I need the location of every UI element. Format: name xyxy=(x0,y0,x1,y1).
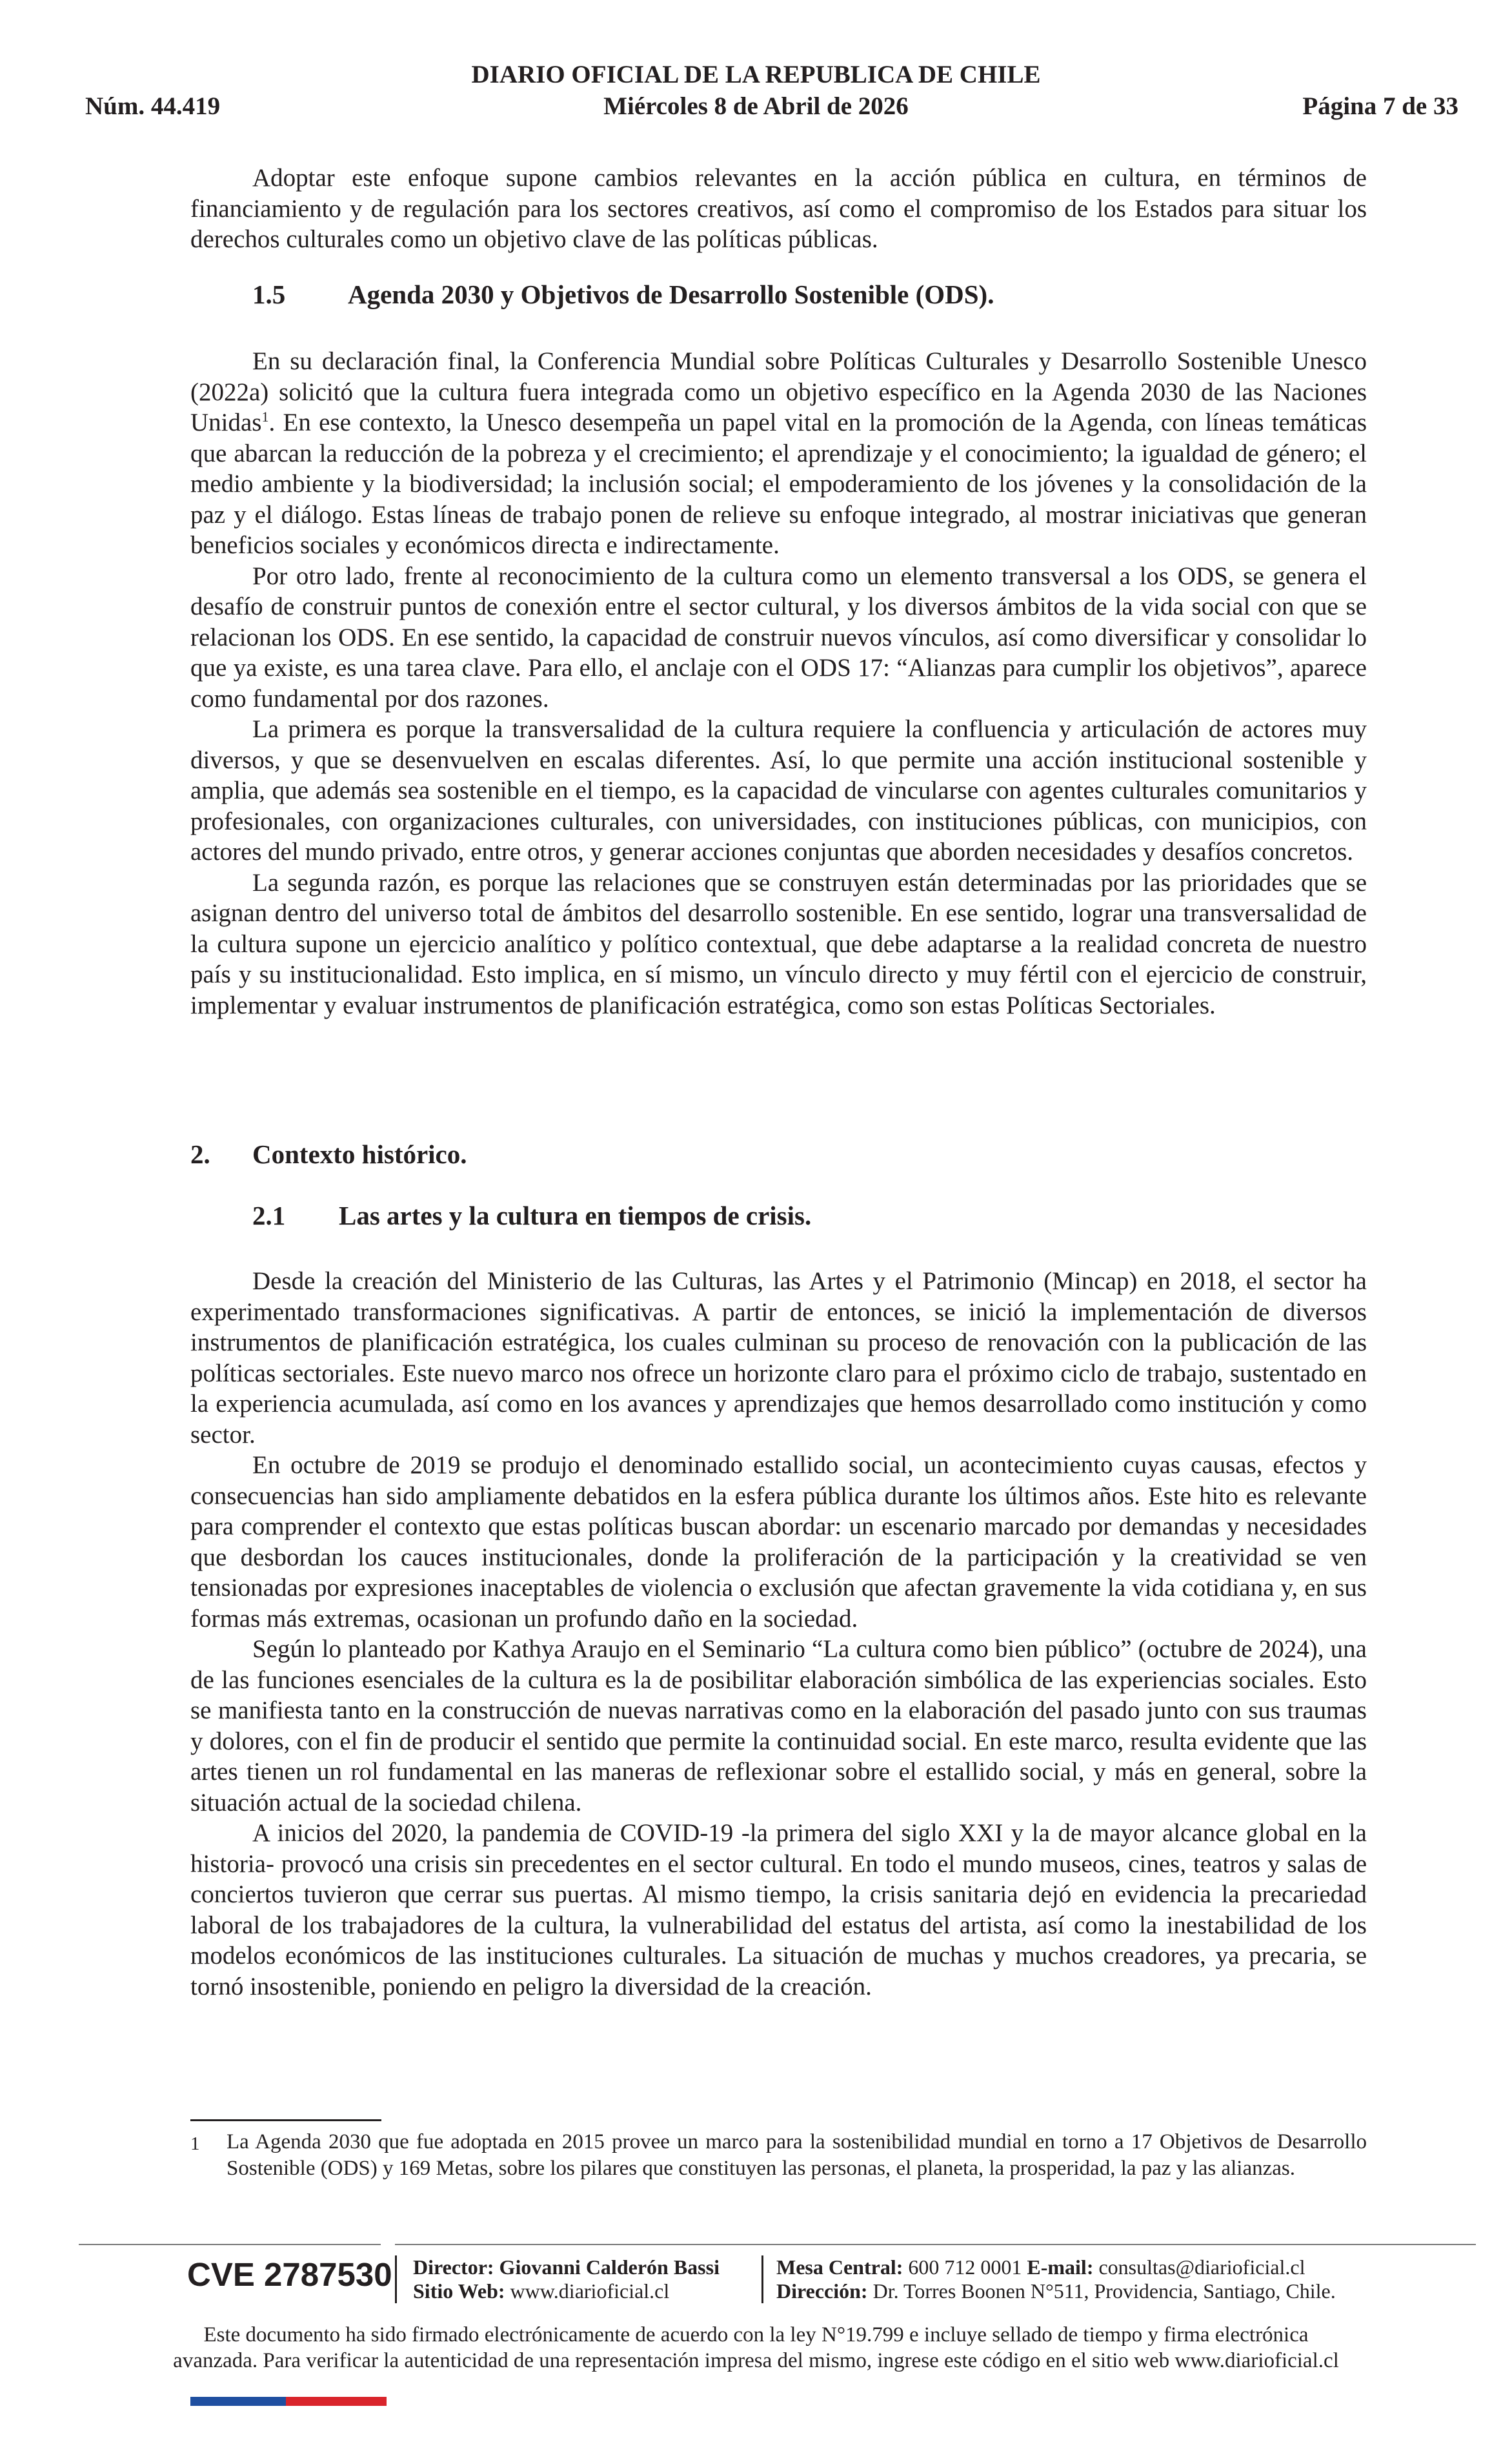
heading-number: 1.5 xyxy=(252,280,286,309)
paragraph: A inicios del 2020, la pandemia de COVID-19 -la primera del siglo XXI y la de mayor alcance global en la historia- provocó una crisis sin precedentes en el sector cultural. En todo el mundo museos, cines, teatros y salas de conciertos tuvieron que cerrar sus puertas. Al mismo tiempo, la crisis sanitaria dejó en evidencia la precariedad laboral de los trabajadores de la cultura, la vulnerabilidad del estatus del artista, así como la inestabilidad de los modelos económicos de las instituciones culturales. La situación de muchas y muchos creadores, ya precaria, se tornó insostenible, poniendo en peligro la diversidad de la creación. xyxy=(190,1819,1367,2000)
section-1-5-body xyxy=(190,346,1367,1021)
heading-1-5 xyxy=(252,279,994,310)
footer-divider-left xyxy=(79,2244,381,2245)
legal-line: Este documento ha sido firmado electrónicamente de acuerdo con la ley N°19.799 e incluye sellado de tiempo y firma electrónica xyxy=(203,2323,1309,2346)
address: Dr. Torres Boonen N°511, Providencia, Santiago, Chile. xyxy=(872,2279,1336,2303)
paragraph: Según lo planteado por Kathya Araujo en el Seminario “La cultura como bien público” (octubre de 2024), una de las funciones esenciales de la cultura es la de posibilitar elaboración simbólica de las experiencias sociales. Esto se manifiesta tanto en la construcción de nuevas narrativas como en la elaboración del pasado junto con sus traumas y dolores, con el fin de producir el sentido que permite la continuidad social. En este marco, resulta evidente que las artes tienen un rol fundamental en las maneras de reflexionar sobre el estallido social, y más en general, sobre la situación actual de la sociedad chilena. xyxy=(190,1635,1367,1817)
footer-separator xyxy=(761,2255,763,2303)
email-link[interactable]: consultas@diarioficial.cl xyxy=(1098,2255,1305,2279)
footnote-divider xyxy=(190,2119,381,2121)
flag-stripe-red xyxy=(286,2397,387,2406)
footnote-reference: 1 xyxy=(261,409,269,425)
footer-divider-right xyxy=(395,2244,1476,2245)
newspaper-title: DIARIO OFICIAL DE LA REPUBLICA DE CHILE xyxy=(471,61,1041,88)
issue-date: Miércoles 8 de Abril de 2026 xyxy=(603,92,909,120)
intro-paragraph xyxy=(190,163,1367,255)
legal-line: avanzada. Para verificar la autenticidad de una representación impresa del mismo, ingrese este código en el sitio web www.diarioficial.cl xyxy=(173,2349,1339,2372)
footer-director-info: Director: Giovanni Calderón Bassi Sitio Web: www.diarioficial.cl xyxy=(413,2255,720,2303)
paragraph: En su declaración final, la Conferencia Mundial sobre Políticas Culturales y Desarrollo Sostenible Unesco (2022a) solicitó que la cultura fuera integrada como un objetivo específico en la Agenda 2030 de las Naciones Unidas$^1$. En ese contexto, la Unesco desempeña un papel vital en la promoción de la Agenda, con líneas temáticas que abarcan la reducción de la pobreza y el crecimiento; el aprendizaje y el conocimiento; la igualdad de género; el medio ambiente y la biodiversidad; la inclusión social; el empoderamiento de los jóvenes y la consolidación de la paz y el diálogo. Estas líneas de trabajo ponen de relieve su enfoque integrado, al mostrar iniciativas que generan beneficios sociales y económicos directa e indirectamente. xyxy=(190,347,1367,559)
footer-separator xyxy=(395,2255,397,2303)
heading-title: Las artes y la cultura en tiempos de crisis. xyxy=(339,1201,812,1230)
phone-number: 600 712 0001 xyxy=(908,2255,1022,2279)
heading-2-1 xyxy=(252,1200,811,1231)
website-link[interactable]: www.diarioficial.cl xyxy=(510,2279,670,2303)
heading-title: Contexto histórico. xyxy=(252,1139,467,1169)
page-indicator: Página 7 de 33 xyxy=(1302,92,1458,120)
paragraph: Por otro lado, frente al reconocimiento de la cultura como un elemento transversal a los ODS, se genera el desafío de construir puntos de conexión entre el sector cultural, y los diversos ámbitos de la vida social con que se relacionan los ODS. En ese sentido, la capacidad de construir nuevos vínculos, así como diversificar y consolidar lo que ya existe, es una tarea clave. Para ello, el anclaje con el ODS 17: “Alianzas para cumplir los objetivos”, aparece como fundamental por dos razones. xyxy=(190,562,1367,713)
heading-title: Agenda 2030 y Objetivos de Desarrollo Sostenible (ODS). xyxy=(348,280,994,309)
paragraph: La segunda razón, es porque las relaciones que se construyen están determinadas por las prioridades que se asignan dentro del universo total de ámbitos del desarrollo sostenible. En ese sentido, lograr una transversalidad de la cultura supone un ejercicio analítico y político contextual, que debe adaptarse a la realidad concreta de nuestro país y su institucionalidad. Esto implica, en sí mismo, un vínculo directo y muy fértil con el ejercicio de construir, implementar y evaluar instrumentos de planificación estratégica, como son estas Políticas Sectoriales. xyxy=(190,868,1367,1019)
paragraph: Desde la creación del Ministerio de las Culturas, las Artes y el Patrimonio (Mincap) en 2018, el sector ha experimentado transformaciones significativas. A partir de entonces, se inició la implementación de diversos instrumentos de planificación estratégica, los cuales culminan su proceso de renovación con la publicación de las políticas sectoriales. Este nuevo marco nos ofrece un horizonte claro para el próximo ciclo de trabajo, sustentado en la experiencia acumulada, así como en los avances y aprendizajes que hemos desarrollado como institución y como sector. xyxy=(190,1267,1367,1449)
heading-number: 2.1 xyxy=(252,1201,286,1230)
director-name: Giovanni Calderón Bassi xyxy=(499,2255,720,2279)
heading-number: 2. xyxy=(190,1139,210,1169)
footer-contact-info: Mesa Central: 600 712 0001 E-mail: consultas@diarioficial.cl Dirección: Dr. Torres Boonen N°511, Providencia, Santiago, Chile. xyxy=(776,2255,1336,2303)
flag-stripe-blue xyxy=(190,2397,286,2406)
issue-number: Núm. 44.419 xyxy=(85,92,221,120)
legal-notice xyxy=(0,2322,1512,2374)
heading-2 xyxy=(190,1139,467,1170)
footnote-text: La Agenda 2030 que fue adoptada en 2015 provee un marco para la sostenibilidad mundial en torno a 17 Objetivos de Desarrollo Sostenible (ODS) y 169 Metas, sobre los pilares que constituyen las personas, el planeta, la prosperidad, la paz y las alianzas. xyxy=(227,2130,1367,2180)
footnote-mark: 1 xyxy=(190,2133,200,2154)
paragraph: La primera es porque la transversalidad de la cultura requiere la confluencia y articulación de actores muy diversos, y que se desenvuelven en escalas diferentes. Así, lo que permite una acción institucional sostenible y amplia, que además sea sostenible en el tiempo, es la capacidad de vincularse con agentes culturales comunitarios y profesionales, con organizaciones culturales, con universidades, con instituciones públicas, con municipios, con actores del mundo privado, entre otros, y generar acciones conjuntas que aborden necesidades y desafíos concretos. xyxy=(190,715,1367,866)
paragraph: En octubre de 2019 se produjo el denominado estallido social, un acontecimiento cuyas causas, efectos y consecuencias han sido ampliamente debatidos en la esfera pública durante los últimos años. Este hito es relevante para comprender el contexto que estas políticas buscan abordar: un escenario marcado por demandas y necesidades que desbordan los cauces institucionales, donde la proliferación de la participación y la creatividad se ven tensionadas por expresiones inaceptables de violencia o exclusión que afectan gravemente la vida cotidiana y, en sus formas más extremas, ocasionan un profundo daño en la sociedad. xyxy=(190,1451,1367,1633)
paragraph-intro: Adoptar este enfoque supone cambios relevantes en la acción pública en cultura, en términos de financiamiento y de regulación para los sectores creativos, así como el compromiso de los Estados para situar los derechos culturales como un objetivo clave de las políticas públicas. xyxy=(190,164,1367,253)
section-2-1-body xyxy=(190,1266,1367,2002)
cve-code: CVE 2787530 xyxy=(187,2256,392,2293)
